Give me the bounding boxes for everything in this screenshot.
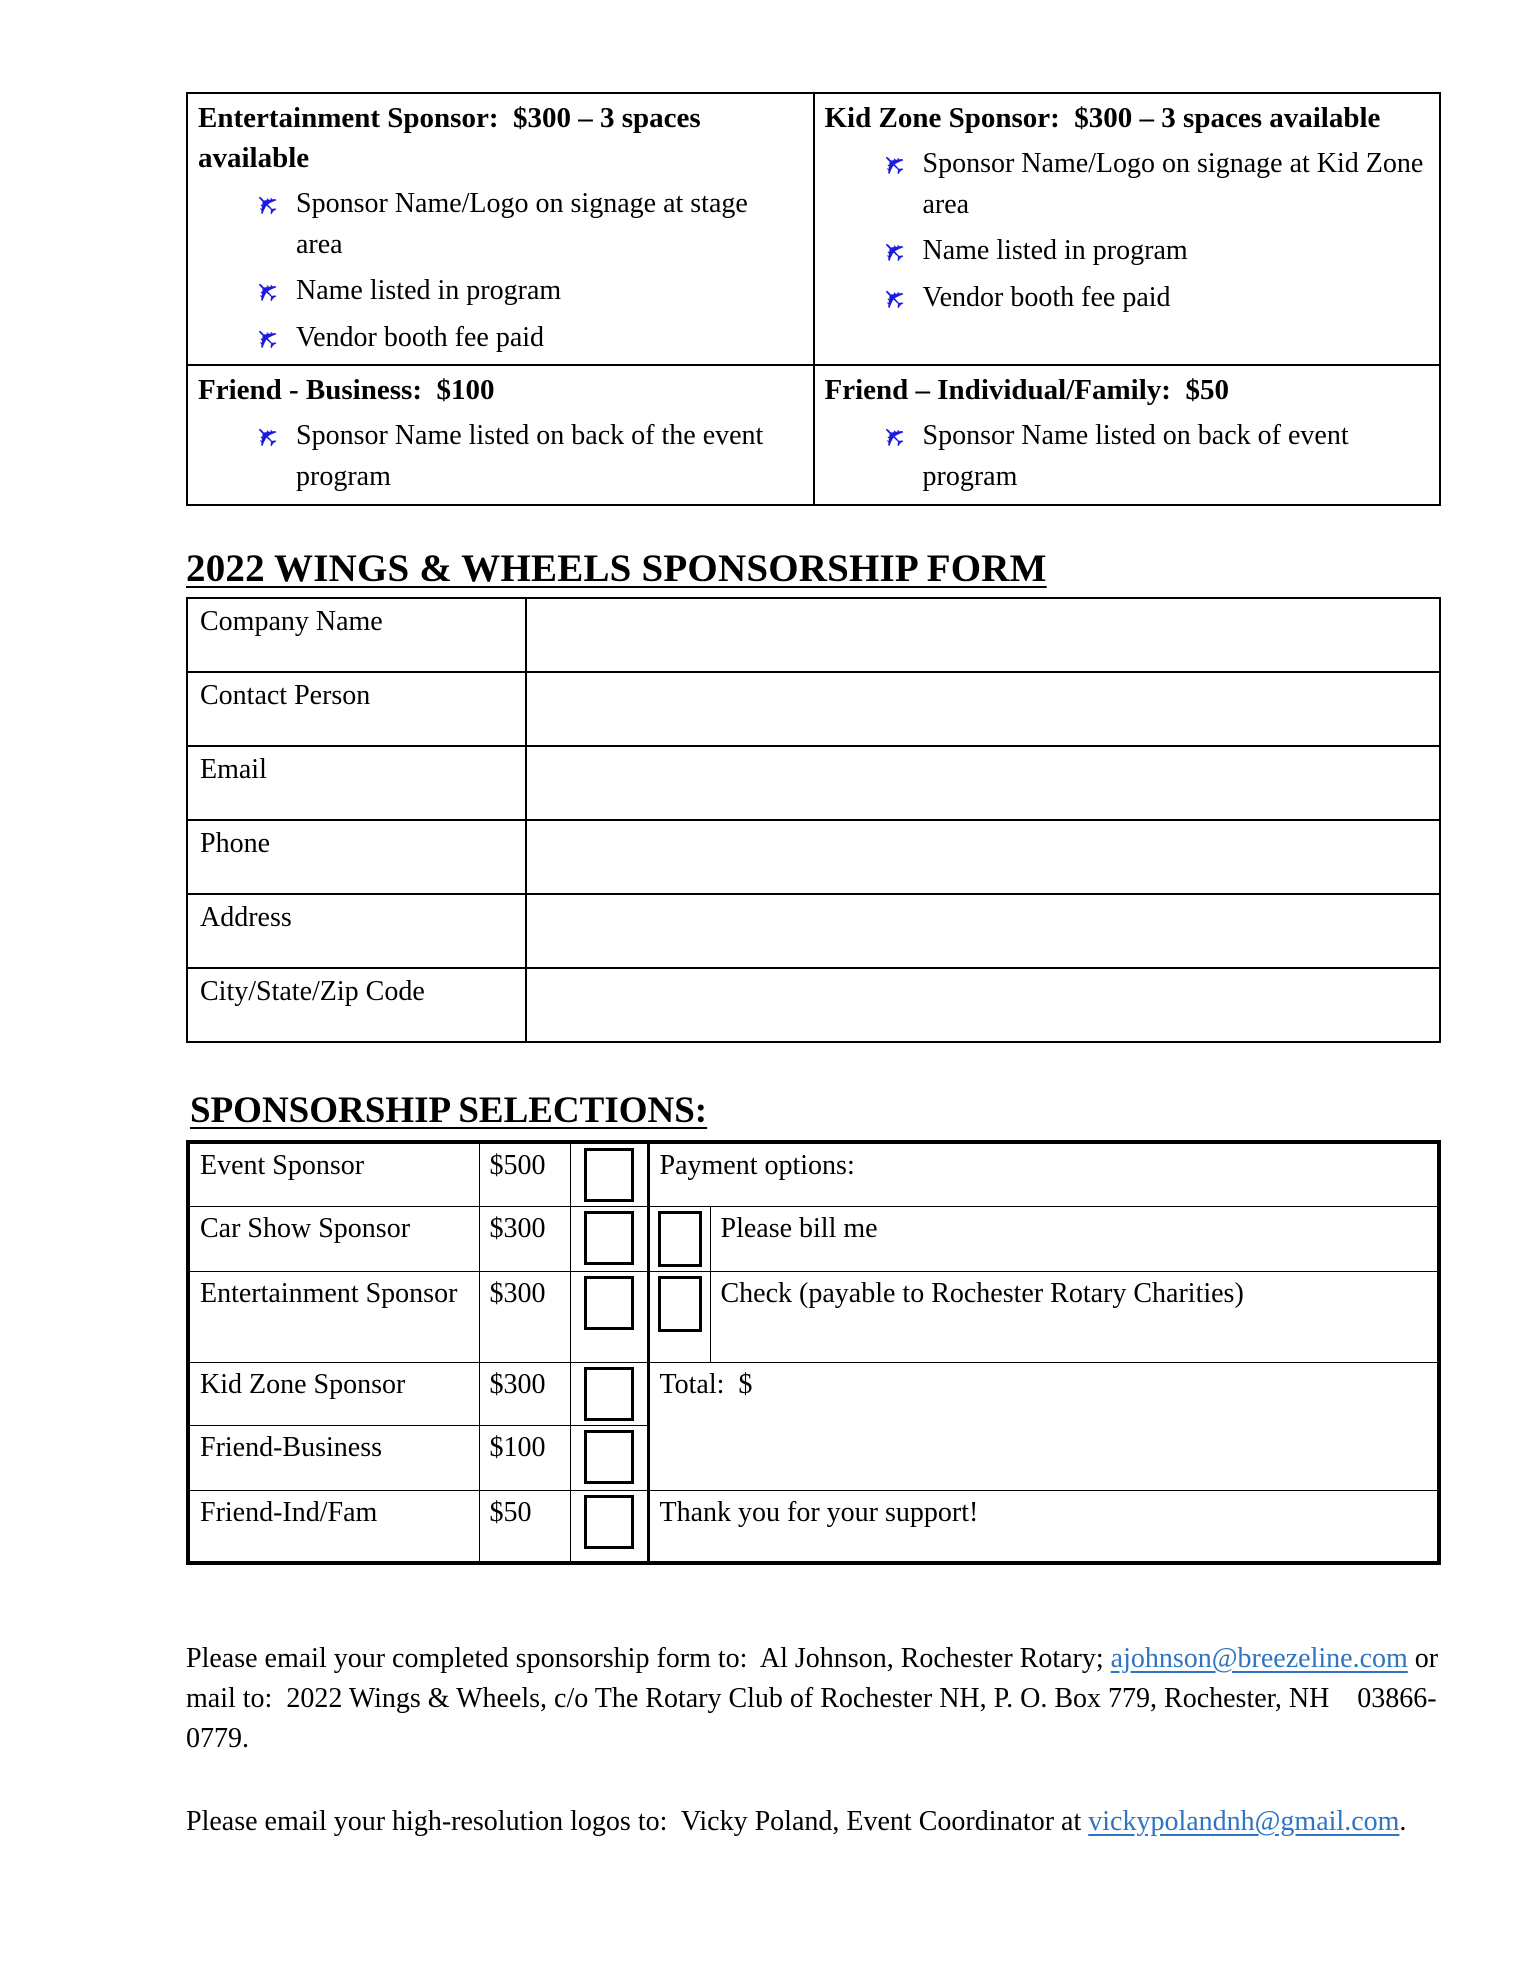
benefit-item xyxy=(198,184,799,265)
benefit-item xyxy=(198,416,799,497)
selection-label-kid-zone-sponsor: Kid Zone Sponsor xyxy=(188,1362,479,1425)
checkbox-cell xyxy=(648,1206,710,1271)
entertainment-sponsor-cell xyxy=(187,93,814,365)
table-row xyxy=(187,746,1440,820)
airplane-bullet-icon: ✈ xyxy=(872,415,915,458)
contact-form-table xyxy=(186,597,1441,1043)
checkbox-cell xyxy=(570,1425,648,1490)
payment-option-check: Check (payable to Rochester Rotary Charities) xyxy=(710,1271,1439,1362)
benefit-text: Sponsor Name/Logo on signage at Kid Zone area xyxy=(922,148,1424,220)
instructions-text: Please email your high-resolution logos to: Vicky Poland, Event Coordinator at xyxy=(186,1805,1089,1837)
instructions-text: Please email your completed sponsorship form to: Al Johnson, Rochester Rotary; xyxy=(186,1642,1111,1674)
table-row xyxy=(187,968,1440,1042)
friend-individual-cell xyxy=(814,365,1441,504)
payment-options-heading: Payment options: xyxy=(648,1142,1439,1207)
tier-title-friend-business: Friend - Business: $100 xyxy=(198,374,495,407)
logo-instructions xyxy=(186,1802,1441,1842)
email-link-vickypoland[interactable]: vickypolandnh@gmail.com xyxy=(1088,1805,1400,1837)
check-payment-checkbox[interactable] xyxy=(658,1276,702,1332)
field-label-city-state-zip: City/State/Zip Code xyxy=(187,968,526,1042)
event-sponsor-checkbox[interactable] xyxy=(584,1148,634,1202)
selection-price: $300 xyxy=(479,1206,570,1271)
benefit-text: Name listed in program xyxy=(922,235,1188,267)
company-name-field[interactable] xyxy=(526,598,1440,672)
selection-price: $500 xyxy=(479,1142,570,1207)
tier-title-friend-individual: Friend – Individual/Family: $50 xyxy=(824,374,1229,407)
document-content xyxy=(186,0,1446,1842)
selection-label-friend-ind-fam: Friend-Ind/Fam xyxy=(188,1490,479,1563)
email-field[interactable] xyxy=(526,746,1440,820)
entertainment-sponsor-checkbox[interactable] xyxy=(584,1276,634,1330)
checkbox-cell xyxy=(648,1271,710,1362)
airplane-bullet-icon: ✈ xyxy=(246,415,288,458)
benefit-text: Vendor booth fee paid xyxy=(922,281,1171,313)
table-row xyxy=(188,1490,1439,1563)
checkbox-cell xyxy=(570,1271,648,1362)
table-row xyxy=(187,820,1440,894)
address-field[interactable] xyxy=(526,894,1440,968)
benefit-text: Sponsor Name/Logo on signage at stage area xyxy=(296,188,748,260)
table-row xyxy=(187,672,1440,746)
phone-field[interactable] xyxy=(526,820,1440,894)
selection-label-event-sponsor: Event Sponsor xyxy=(188,1142,479,1207)
airplane-bullet-icon: ✈ xyxy=(872,230,915,272)
friend-business-checkbox[interactable] xyxy=(584,1430,634,1484)
field-label-company-name: Company Name xyxy=(187,598,526,672)
kid-zone-sponsor-cell xyxy=(814,93,1441,365)
checkbox-cell xyxy=(570,1142,648,1207)
selection-price: $50 xyxy=(479,1490,570,1563)
benefit-item xyxy=(825,231,1426,272)
checkbox-cell xyxy=(570,1490,648,1563)
field-label-phone: Phone xyxy=(187,820,526,894)
sponsor-tiers-table xyxy=(186,92,1441,506)
payment-option-bill-me: Please bill me xyxy=(710,1206,1439,1271)
benefit-item xyxy=(825,278,1426,319)
benefit-text: Vendor booth fee paid xyxy=(296,321,545,353)
city-state-zip-field[interactable] xyxy=(526,968,1440,1042)
contact-person-field[interactable] xyxy=(526,672,1440,746)
thank-you-text: Thank you for your support! xyxy=(648,1490,1439,1563)
car-show-sponsor-checkbox[interactable] xyxy=(584,1211,634,1265)
benefit-text: Sponsor Name listed on back of event program xyxy=(922,420,1349,493)
airplane-bullet-icon: ✈ xyxy=(246,270,288,312)
table-row xyxy=(187,894,1440,968)
bill-me-checkbox[interactable] xyxy=(658,1211,702,1267)
checkbox-cell xyxy=(570,1206,648,1271)
friend-ind-fam-checkbox[interactable] xyxy=(584,1495,634,1549)
selection-label-friend-business: Friend-Business xyxy=(188,1425,479,1490)
tier-title-entertainment: Entertainment Sponsor: $300 – 3 spaces available xyxy=(198,102,708,175)
selections-heading: SPONSORSHIP SELECTIONS: xyxy=(190,1089,708,1131)
airplane-bullet-icon: ✈ xyxy=(246,183,288,225)
instructions-text: or mail to: 2022 Wings & Wheels, c/o The Rotary Club of Rochester NH, P. O. Box 779, Rochester, NH 03866-0779. xyxy=(186,1642,1446,1755)
friend-business-cell xyxy=(187,365,814,504)
table-row xyxy=(187,598,1440,672)
airplane-bullet-icon: ✈ xyxy=(872,143,915,185)
benefit-item xyxy=(825,144,1426,225)
field-label-email: Email xyxy=(187,746,526,820)
selection-label-entertainment-sponsor: Entertainment Sponsor xyxy=(188,1271,479,1362)
field-label-address: Address xyxy=(187,894,526,968)
selection-price: $100 xyxy=(479,1425,570,1490)
page-title: 2022 WINGS & WHEELS SPONSORSHIP FORM xyxy=(186,546,1047,590)
email-link-ajohnson[interactable]: ajohnson@breezeline.com xyxy=(1110,1642,1408,1674)
benefit-text: Name listed in program xyxy=(296,275,562,307)
tier-title-kid-zone: Kid Zone Sponsor: $300 – 3 spaces available xyxy=(824,102,1381,134)
table-row xyxy=(188,1271,1439,1362)
table-row xyxy=(188,1362,1439,1425)
table-row xyxy=(188,1206,1439,1271)
airplane-bullet-icon: ✈ xyxy=(872,277,915,319)
mailing-instructions xyxy=(186,1639,1446,1760)
benefit-item xyxy=(198,271,799,312)
sponsorship-selections-table xyxy=(186,1140,1441,1565)
instructions-text: . xyxy=(1399,1805,1407,1837)
table-row xyxy=(188,1142,1439,1207)
kid-zone-sponsor-checkbox[interactable] xyxy=(584,1367,634,1421)
benefit-item xyxy=(198,318,799,359)
checkbox-cell xyxy=(570,1362,648,1425)
selection-price: $300 xyxy=(479,1271,570,1362)
benefit-text: Sponsor Name listed on back of the event program xyxy=(296,420,764,493)
total-amount-cell[interactable]: Total: $ xyxy=(648,1362,1439,1490)
field-label-contact-person: Contact Person xyxy=(187,672,526,746)
benefit-item xyxy=(825,416,1426,497)
selection-price: $300 xyxy=(479,1362,570,1425)
airplane-bullet-icon: ✈ xyxy=(246,317,288,359)
selection-label-car-show-sponsor: Car Show Sponsor xyxy=(188,1206,479,1271)
